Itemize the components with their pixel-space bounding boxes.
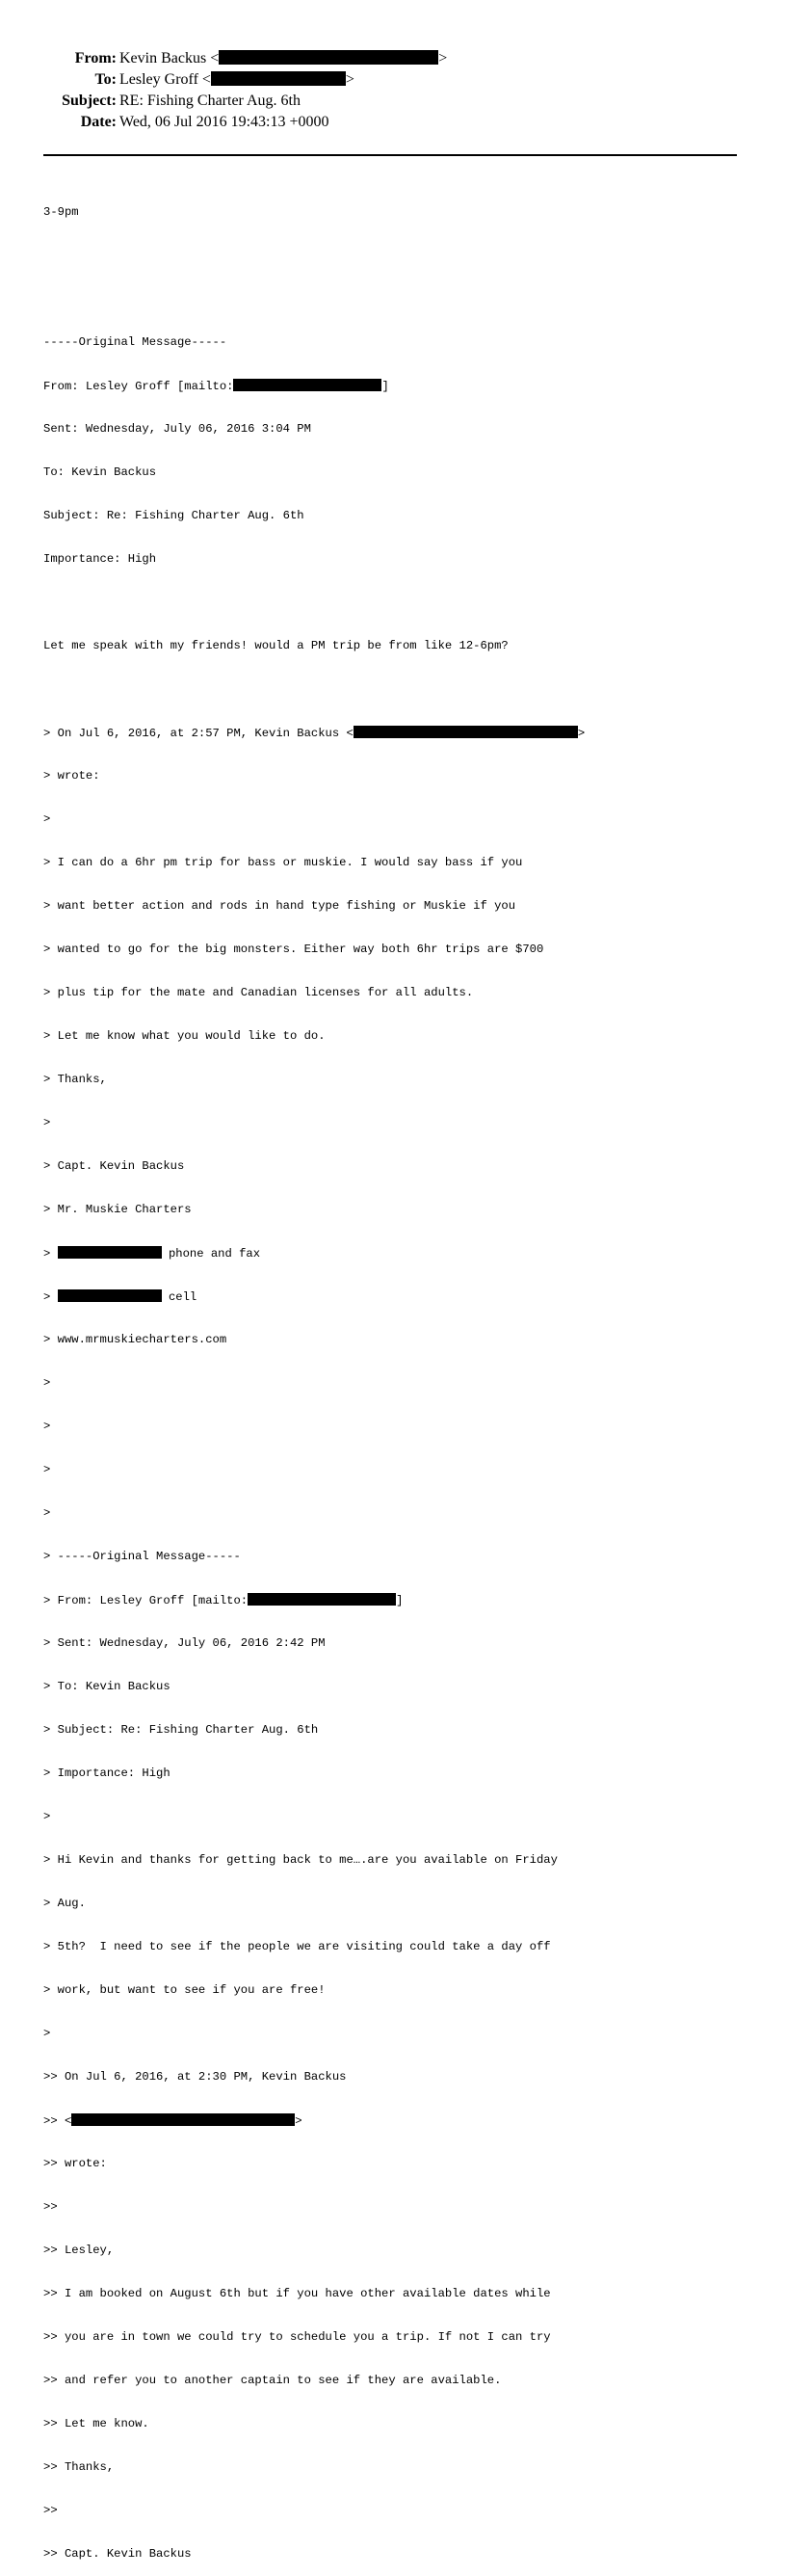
body-text: >> < [43,2114,72,2128]
date-value: Wed, 06 Jul 2016 19:43:13 +0000 [119,114,329,130]
redaction-bar [58,1246,162,1259]
from-value [119,50,447,67]
subject-value: RE: Fishing Charter Aug. 6th [119,93,301,109]
body-line: >> Capt. Kevin Backus [43,2547,192,2561]
from-row [0,50,786,71]
body-line: > [43,812,51,826]
from-label: From: [74,50,117,66]
to-value [119,71,354,89]
body-line: > [43,2027,51,2040]
body-line: > [43,1463,51,1476]
body-line [43,682,585,697]
body-text: phone and fax [161,1247,261,1261]
body-line: > -----Original Message----- [43,1550,241,1563]
body-line: >> [43,2504,58,2517]
body-line: Let me speak with my friends! would a PM trip be from like 12-6pm? [43,639,509,652]
header-divider [43,154,737,156]
body-line: > Importance: High [43,1766,170,1780]
body-line [43,1593,585,1607]
body-line: > Thanks, [43,1073,107,1086]
body-line: >> I am booked on August 6th but if you have other available dates while [43,2287,551,2300]
body-line: -----Original Message----- [43,335,227,349]
body-line: Importance: High [43,552,157,566]
body-line: > [43,1506,51,1520]
redaction-bar [71,2113,295,2126]
body-text: ] [381,380,389,393]
body-line: Subject: Re: Fishing Charter Aug. 6th [43,509,304,522]
body-line: > [43,1810,51,1823]
body-line: > plus tip for the mate and Canadian licenses for all adults. [43,986,474,999]
body-line [43,596,585,610]
body-line: >> wrote: [43,2157,107,2170]
body-text: From: Lesley Groff [mailto: [43,380,234,393]
to-row [0,71,786,93]
body-text: > [295,2114,302,2128]
body-line: >> and refer you to another captain to see if they are available. [43,2374,502,2387]
date-row [0,114,786,135]
body-line [43,1246,585,1261]
body-line: > [43,1376,51,1390]
body-line: >> you are in town we could try to schedule you a trip. If not I can try [43,2330,551,2344]
body-text: > On Jul 6, 2016, at 2:57 PM, Kevin Backus < [43,727,354,740]
body-line: > To: Kevin Backus [43,1680,170,1693]
body-line: Sent: Wednesday, July 06, 2016 3:04 PM [43,422,311,436]
body-line: > Subject: Re: Fishing Charter Aug. 6th [43,1723,319,1737]
body-line: > want better action and rods in hand type fishing or Muskie if you [43,899,516,913]
body-line [43,1289,585,1304]
body-line: > www.mrmuskiecharters.com [43,1333,227,1346]
body-line: > Aug. [43,1897,86,1910]
body-line: > Mr. Muskie Charters [43,1203,192,1216]
body-text: > [43,1247,58,1261]
body-line: >> On Jul 6, 2016, at 2:30 PM, Kevin Backus [43,2070,347,2084]
body-line [43,292,585,306]
body-line: >> Lesley, [43,2244,115,2257]
redaction-bar [248,1593,396,1606]
body-line: >> [43,2200,58,2214]
date-label: Date: [80,114,117,130]
body-text: > [43,1290,58,1304]
from-name: Kevin Backus < [119,50,220,66]
body-line: > I can do a 6hr pm trip for bass or muskie. I would say bass if you [43,856,523,869]
to-label: To: [94,71,117,88]
body-line: > Capt. Kevin Backus [43,1159,185,1173]
body-line: > Sent: Wednesday, July 06, 2016 2:42 PM [43,1636,326,1650]
body-line [43,2113,585,2128]
body-text: > From: Lesley Groff [mailto: [43,1594,249,1607]
body-line: > work, but want to see if you are free! [43,1983,326,1997]
body-line: > [43,1420,51,1433]
subject-label: Subject: [62,93,117,109]
to-close: > [345,71,354,88]
redaction-bar [233,379,381,391]
redaction-bar [219,50,438,65]
body-line [43,726,585,740]
body-line: 3-9pm [43,205,79,219]
body-line: > 5th? I need to see if the people we are visiting could take a day off [43,1940,551,1953]
subject-row [0,93,786,114]
from-close: > [438,50,448,66]
body-line: >> Thanks, [43,2460,115,2474]
body-line: > [43,1116,51,1129]
body-line: > Let me know what you would like to do. [43,1029,326,1043]
body-text: cell [161,1290,197,1304]
body-text: ] [396,1594,404,1607]
email-body [43,176,585,2576]
body-line: > Hi Kevin and thanks for getting back to me….are you available on Friday [43,1853,558,1867]
redaction-bar [354,726,578,738]
to-name: Lesley Groff < [119,71,211,88]
body-line [43,379,585,393]
body-line: To: Kevin Backus [43,465,157,479]
redaction-bar [211,71,346,86]
body-text: > [577,727,586,740]
body-line: > wrote: [43,769,100,783]
body-line: >> Let me know. [43,2417,149,2430]
redaction-bar [58,1289,162,1302]
body-line: > wanted to go for the big monsters. Either way both 6hr trips are $700 [43,943,544,956]
body-line [43,249,585,263]
